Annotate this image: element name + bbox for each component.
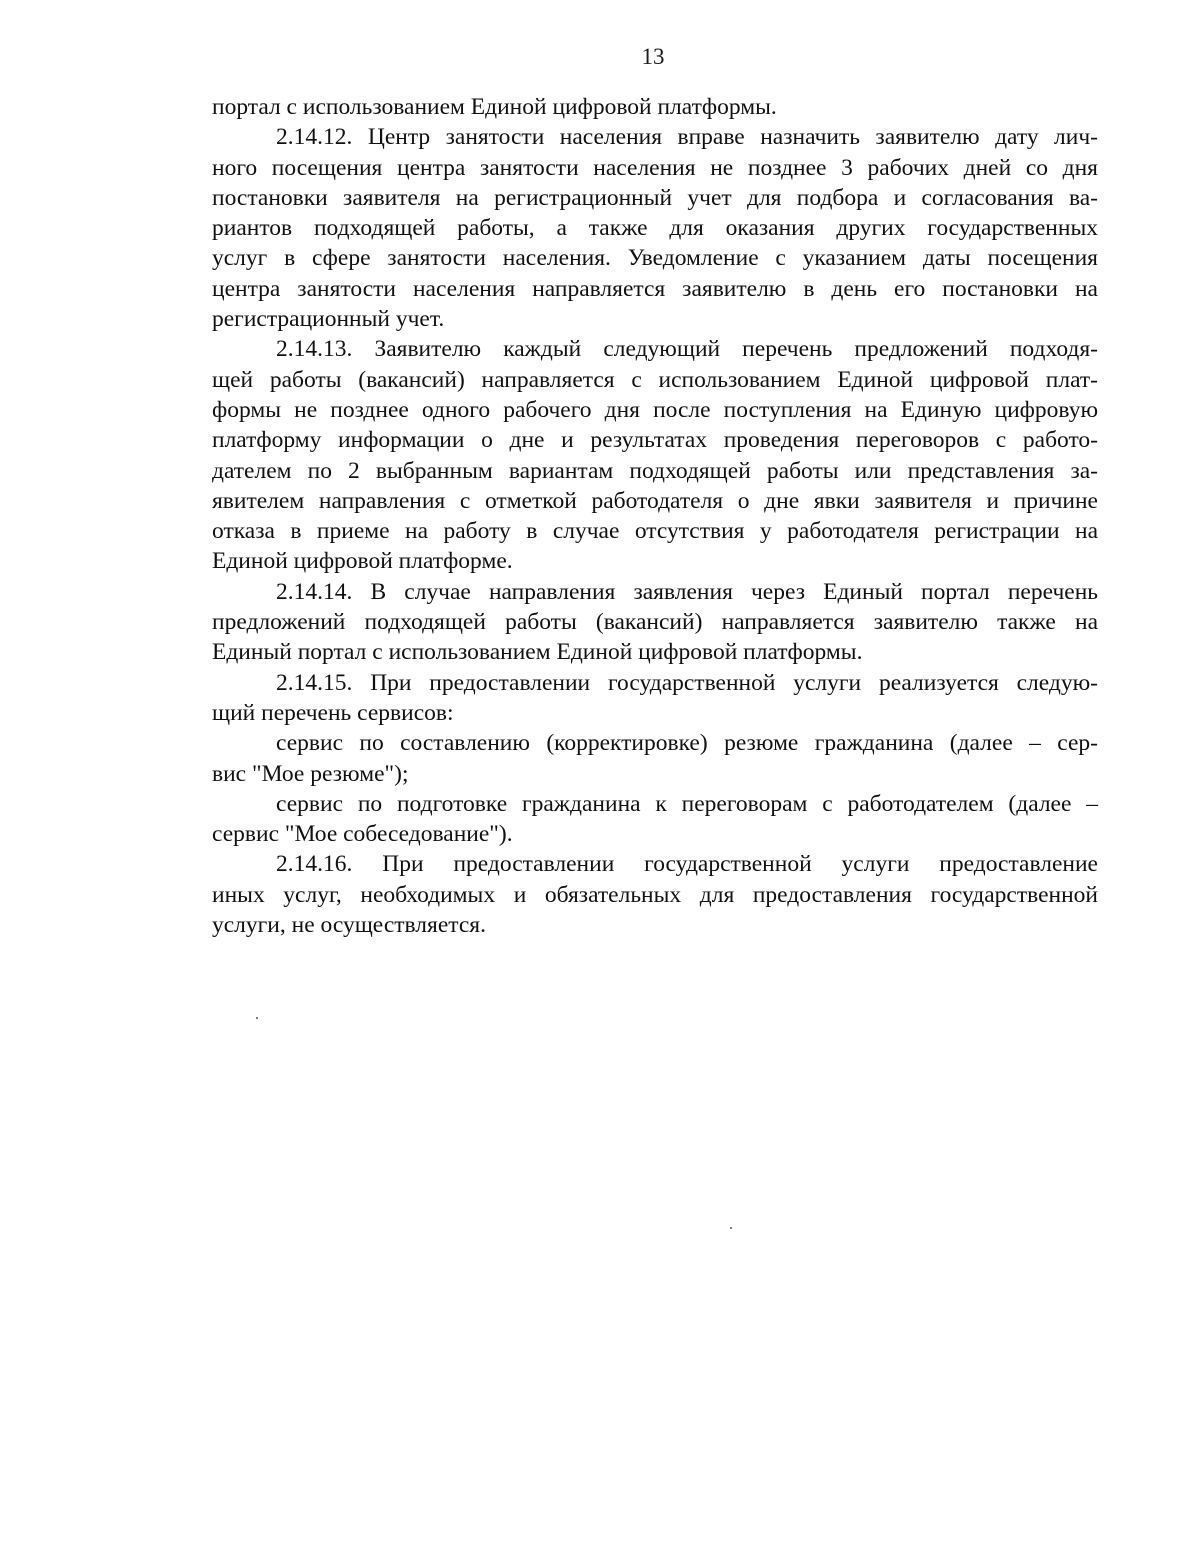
text-line: ного посещения центра занятости населения не позднее 3 рабочих дней со дня [212,154,1098,181]
text-line: 2.14.16. При предоставлении государственной услуги предоставление [276,851,1098,878]
text-line: 2.14.13. Заявителю каждый следующий перечень предложений подходя- [276,336,1098,363]
text-line: регистрационный учет. [212,306,445,333]
text-line: Единый портал с использованием Единой цифровой платформы. [212,639,863,666]
text-line: постановки заявителя на регистрационный учет для подбора и согласования ва- [212,184,1098,211]
text-line: 2.14.14. В случае направления заявления через Единый портал перечень [276,578,1098,605]
text-line: 2.14.12. Центр занятости населения вправе назначить заявителю дату лич- [276,124,1098,151]
text-line: сервис по составлению (корректировке) резюме гражданина (далее – сер- [276,730,1098,757]
text-line: портал с использованием Единой цифровой платформы. [212,94,777,120]
text-line: 2.14.15. При предоставлении государственной услуги реализуется следую- [276,669,1098,696]
text-line: предложений подходящей работы (вакансий) направляется заявителю также на [212,609,1098,636]
text-line: вис "Мое резюме"); [212,760,409,787]
text-line: дателем по 2 выбранным вариантам подходящей работы или представления за- [212,457,1098,484]
scan-speck [256,1017,258,1019]
text-line: услуг в сфере занятости населения. Уведомление с указанием даты посещения [212,245,1098,272]
text-line: сервис "Мое собеседование"). [212,821,513,848]
text-line: Единой цифровой платформе. [212,548,513,575]
text-line: щей работы (вакансий) направляется с использованием Единой цифровой плат- [212,366,1098,393]
text-line: центра занятости населения направляется заявителю в день его постановки на [212,275,1098,302]
scan-speck [730,1227,732,1229]
text-line: сервис по подготовке гражданина к переговорам с работодателем (далее – [276,790,1098,817]
text-line: иных услуг, необходимых и обязательных для предоставления государственной [212,881,1098,908]
text-line: платформу информации о дне и результатах проведения переговоров с работо- [212,427,1098,454]
text-line: явителем направления с отметкой работодателя о дне явки заявителя и причине [212,487,1098,514]
text-line: отказа в приеме на работу в случае отсутствия у работодателя регистрации на [212,518,1098,545]
text-line: услуги, не осуществляется. [212,912,486,939]
document-body [212,92,1098,940]
text-line: щий перечень сервисов: [212,699,454,726]
page-number: 13 [641,44,665,69]
text-line: риантов подходящей работы, а также для оказания других государственных [212,215,1098,242]
text-line: формы не позднее одного рабочего дня после поступления на Единую цифровую [212,396,1098,423]
